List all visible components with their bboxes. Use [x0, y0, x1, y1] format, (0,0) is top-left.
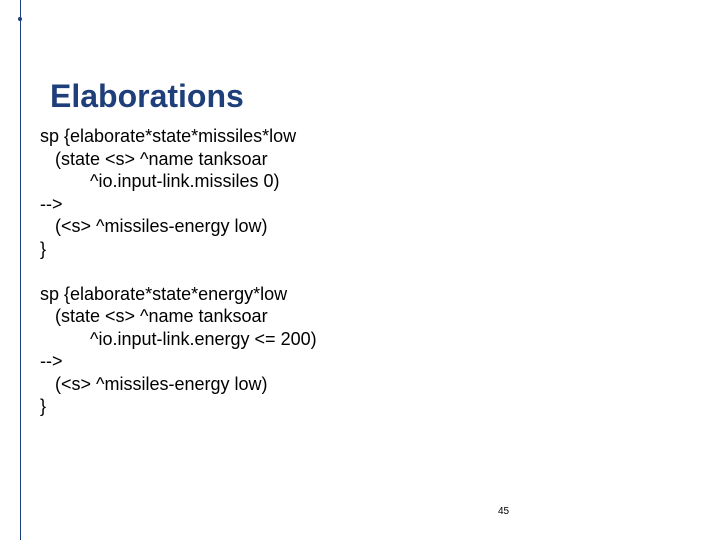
rule1-line1: sp {elaborate*state*missiles*low — [40, 126, 297, 146]
left-border-line — [20, 0, 21, 540]
corner-dot — [18, 17, 22, 21]
rule2-line6: } — [40, 396, 47, 416]
rule1-line5: (<s> ^missiles-energy low) — [40, 216, 268, 236]
page-number: 45 — [498, 506, 510, 517]
rule1-line2: (state <s> ^name tanksoar — [40, 148, 268, 169]
code-block — [40, 125, 700, 418]
rule1-line4: --> — [40, 193, 63, 214]
slide-title: Elaborations — [50, 78, 244, 114]
rule2-line4: --> — [40, 351, 63, 371]
blank-line — [40, 260, 700, 283]
rule1-line6: } — [40, 238, 47, 259]
rule2-line2: (state <s> ^name tanksoar — [40, 306, 268, 326]
rule2-line1: sp {elaborate*state*energy*low — [40, 283, 288, 304]
rule2-line3: ^io.input-link.energy <= 200) — [40, 328, 317, 349]
rule2-line5: (<s> ^missiles-energy low) — [40, 373, 268, 394]
rule1-line3: ^io.input-link.missiles 0) — [40, 171, 280, 191]
